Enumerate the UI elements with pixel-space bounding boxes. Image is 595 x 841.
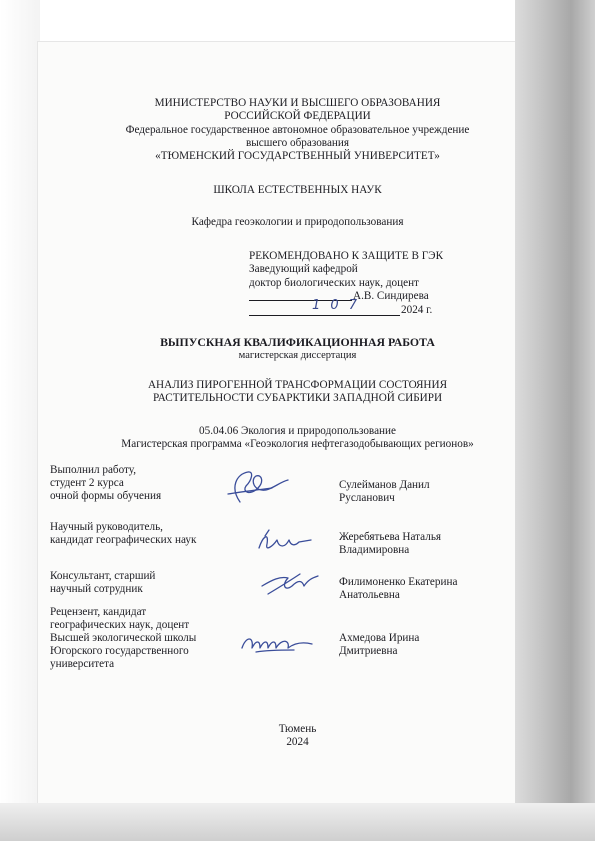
approval-date-line — [249, 315, 400, 316]
approval-year: 2024 г. — [401, 304, 433, 316]
reviewer-role-line3: Высшей экологической школы — [50, 632, 197, 644]
work-subtype: магистерская диссертация — [238, 350, 357, 361]
school-name: ШКОЛА ЕСТЕСТВЕННЫХ НАУК — [213, 184, 382, 196]
advisor-name-line2: Владимировна — [339, 544, 410, 556]
student-name-line1: Сулейманов Данил — [339, 479, 430, 491]
consultant-role-line2: научный сотрудник — [50, 583, 143, 595]
program-code: 05.04.06 Экология и природопользование — [199, 425, 396, 437]
reviewer-role-line4: Югорского государственного — [50, 645, 189, 657]
thesis-title-line2: РАСТИТЕЛЬНОСТИ СУБАРКТИКИ ЗАПАДНОЙ СИБИРИ — [152, 392, 443, 404]
header-ministry: МИНИСТЕРСТВО НАУКИ И ВЫСШЕГО ОБРАЗОВАНИЯ — [154, 97, 441, 109]
advisor-signature — [255, 526, 315, 558]
consultant-name-line2: Анатольевна — [339, 589, 400, 601]
approval-head-name: А.В. Синдирева — [353, 290, 429, 302]
header-federation: РОССИЙСКОЙ ФЕДЕРАЦИИ — [224, 110, 371, 122]
approval-degree: доктор биологических наук, доцент — [249, 277, 419, 289]
approval-title: РЕКОМЕНДОВАНО К ЗАЩИТЕ В ГЭК — [249, 250, 444, 262]
scan-bottom-edge — [0, 803, 595, 841]
student-role-line1: Выполнил работу, — [50, 464, 137, 476]
consultant-name-line1: Филимоненко Екатерина — [339, 576, 458, 588]
student-role-line2: студент 2 курса — [50, 477, 124, 489]
thesis-title-line1: АНАЛИЗ ПИРОГЕННОЙ ТРАНСФОРМАЦИИ СОСТОЯНИЯ — [147, 379, 448, 391]
student-role-line3: очной формы обучения — [50, 490, 162, 502]
footer-city: Тюмень — [278, 723, 317, 735]
consultant-signature — [258, 566, 322, 600]
reviewer-role-line1: Рецензент, кандидат — [50, 606, 147, 618]
advisor-role-line1: Научный руководитель, — [50, 521, 163, 533]
header-university-name: «ТЮМЕНСКИЙ ГОСУДАРСТВЕННЫЙ УНИВЕРСИТЕТ» — [155, 150, 440, 162]
program-name: Магистерская программа «Геоэкология нефтегазодобывающих регионов» — [121, 438, 474, 450]
advisor-role-line2: кандидат географических наук — [50, 534, 197, 546]
reviewer-role-line2: географических наук, доцент — [50, 619, 190, 631]
footer-year: 2024 — [286, 736, 309, 748]
reviewer-signature — [238, 628, 318, 658]
advisor-name-line1: Жеребятьева Наталья — [339, 531, 442, 543]
reviewer-name-line1: Ахмедова Ирина — [339, 632, 420, 644]
header-education-level: высшего образования — [245, 137, 350, 149]
approval-role: Заведующий кафедрой — [249, 263, 358, 275]
student-name-line2: Русланович — [339, 492, 395, 504]
student-signature — [222, 466, 294, 506]
approval-handwritten-date: 1 0 7 — [312, 298, 361, 313]
consultant-role-line1: Консультант, старший — [50, 570, 156, 582]
reviewer-name-line2: Дмитриевна — [339, 645, 398, 657]
header-institution-type: Федеральное государственное автономное образовательное учреждение — [125, 124, 470, 136]
work-type: ВЫПУСКНАЯ КВАЛИФИКАЦИОННАЯ РАБОТА — [160, 335, 435, 349]
reviewer-role-line5: университета — [50, 658, 115, 670]
department-name: Кафедра геоэкологии и природопользования — [191, 216, 404, 228]
